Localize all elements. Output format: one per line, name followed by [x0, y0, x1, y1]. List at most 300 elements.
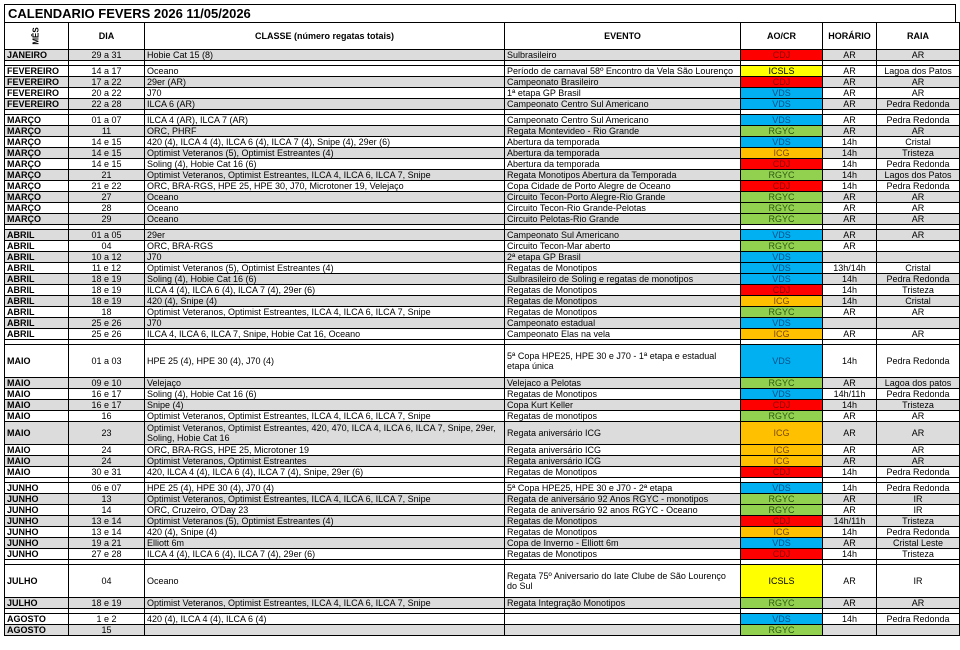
time-cell[interactable]: 14h	[823, 181, 877, 192]
event-cell[interactable]	[505, 625, 741, 636]
class-cell[interactable]: Optimist Veteranos (5), Optimist Estreantes (4)	[145, 148, 505, 159]
ao-cell[interactable]: RGYC	[741, 505, 823, 516]
day-cell[interactable]: 27	[69, 192, 145, 203]
time-cell[interactable]: AR	[823, 329, 877, 340]
ao-cell[interactable]: ICG	[741, 445, 823, 456]
month-cell[interactable]: ABRIL	[5, 263, 69, 274]
class-cell[interactable]: Optimist Veteranos (5), Optimist Estreantes (4)	[145, 516, 505, 527]
event-cell[interactable]: Copa de Inverno - Elliott 6m	[505, 538, 741, 549]
event-cell[interactable]: Campeonato Elas na vela	[505, 329, 741, 340]
month-cell[interactable]: MARÇO	[5, 203, 69, 214]
day-cell[interactable]: 13	[69, 494, 145, 505]
time-cell[interactable]: 14h	[823, 614, 877, 625]
class-cell[interactable]: J70	[145, 252, 505, 263]
course-cell[interactable]: Pedra Redonda	[877, 483, 960, 494]
month-cell[interactable]: JUNHO	[5, 527, 69, 538]
day-cell[interactable]: 16 e 17	[69, 389, 145, 400]
month-cell[interactable]: JULHO	[5, 598, 69, 609]
course-cell[interactable]: Cristal Leste	[877, 538, 960, 549]
time-cell[interactable]: AR	[823, 307, 877, 318]
ao-cell[interactable]: RGYC	[741, 126, 823, 137]
month-cell[interactable]: JUNHO	[5, 494, 69, 505]
time-cell[interactable]: AR	[823, 66, 877, 77]
day-cell[interactable]: 16	[69, 411, 145, 422]
ao-cell[interactable]: RGYC	[741, 411, 823, 422]
day-cell[interactable]: 19 a 21	[69, 538, 145, 549]
month-cell[interactable]: JUNHO	[5, 516, 69, 527]
day-cell[interactable]: 18 e 19	[69, 285, 145, 296]
event-cell[interactable]: Copa Kurt Keller	[505, 400, 741, 411]
time-cell[interactable]: AR	[823, 203, 877, 214]
event-cell[interactable]: Abertura da temporada	[505, 159, 741, 170]
day-cell[interactable]: 18 e 19	[69, 598, 145, 609]
course-cell[interactable]	[877, 318, 960, 329]
day-cell[interactable]: 13 e 14	[69, 516, 145, 527]
month-cell[interactable]: MARÇO	[5, 137, 69, 148]
course-cell[interactable]: AR	[877, 411, 960, 422]
month-cell[interactable]: MARÇO	[5, 192, 69, 203]
class-cell[interactable]: Elliott 6m	[145, 538, 505, 549]
month-cell[interactable]: JUNHO	[5, 538, 69, 549]
time-cell[interactable]: AR	[823, 505, 877, 516]
course-cell[interactable]: AR	[877, 445, 960, 456]
event-cell[interactable]: Regata Monotipos Abertura da Temporada	[505, 170, 741, 181]
time-cell[interactable]: 14h	[823, 285, 877, 296]
ao-cell[interactable]: VDS	[741, 483, 823, 494]
time-cell[interactable]: 14h	[823, 483, 877, 494]
event-cell[interactable]: Regatas de monotipos	[505, 411, 741, 422]
day-cell[interactable]: 24	[69, 456, 145, 467]
ao-cell[interactable]: RGYC	[741, 214, 823, 225]
time-cell[interactable]: AR	[823, 422, 877, 445]
class-cell[interactable]: ORC, BRA-RGS	[145, 241, 505, 252]
course-cell[interactable]: AR	[877, 192, 960, 203]
event-cell[interactable]: Abertura da temporada	[505, 137, 741, 148]
month-cell[interactable]: ABRIL	[5, 241, 69, 252]
event-cell[interactable]: Campeonato Sul Americano	[505, 230, 741, 241]
course-cell[interactable]: AR	[877, 456, 960, 467]
day-cell[interactable]: 04	[69, 565, 145, 598]
course-cell[interactable]: AR	[877, 88, 960, 99]
time-cell[interactable]: AR	[823, 88, 877, 99]
ao-cell[interactable]: CDJ	[741, 285, 823, 296]
class-cell[interactable]: J70	[145, 88, 505, 99]
event-cell[interactable]: Campeonato Brasileiro	[505, 77, 741, 88]
event-cell[interactable]: 1ª etapa GP Brasil	[505, 88, 741, 99]
ao-cell[interactable]: VDS	[741, 538, 823, 549]
class-cell[interactable]: Optimist Veteranos, Optimist Estreantes, ILCA 4, ILCA 6, ILCA 7, Snipe	[145, 411, 505, 422]
ao-cell[interactable]: ICG	[741, 148, 823, 159]
month-cell[interactable]: JANEIRO	[5, 50, 69, 61]
month-cell[interactable]: MARÇO	[5, 159, 69, 170]
class-cell[interactable]: 420, ILCA 4 (4), ILCA 6 (4), ILCA 7 (4), Snipe, 29er (6)	[145, 467, 505, 478]
event-cell[interactable]: Campeonato estadual	[505, 318, 741, 329]
time-cell[interactable]: 14h	[823, 527, 877, 538]
time-cell[interactable]: 14h	[823, 170, 877, 181]
class-cell[interactable]: Velejaço	[145, 378, 505, 389]
month-cell[interactable]: MARÇO	[5, 148, 69, 159]
day-cell[interactable]: 28	[69, 203, 145, 214]
month-cell[interactable]: ABRIL	[5, 252, 69, 263]
class-cell[interactable]: ILCA 6 (AR)	[145, 99, 505, 110]
event-cell[interactable]: Regata Montevideo - Rio Grande	[505, 126, 741, 137]
ao-cell[interactable]: ICG	[741, 456, 823, 467]
day-cell[interactable]: 11	[69, 126, 145, 137]
course-cell[interactable]: Lagos dos Patos	[877, 170, 960, 181]
day-cell[interactable]: 10 a 12	[69, 252, 145, 263]
class-cell[interactable]: Soling (4), Hobie Cat 16 (6)	[145, 159, 505, 170]
class-cell[interactable]: Oceano	[145, 192, 505, 203]
class-cell[interactable]: Optimist Veteranos, Optimist Estreantes, ILCA 4, ILCA 6, ILCA 7, Snipe	[145, 494, 505, 505]
class-cell[interactable]: Oceano	[145, 66, 505, 77]
course-cell[interactable]: Tristeza	[877, 148, 960, 159]
course-cell[interactable]: Tristeza	[877, 549, 960, 560]
course-cell[interactable]: AR	[877, 203, 960, 214]
day-cell[interactable]: 14 e 15	[69, 159, 145, 170]
course-cell[interactable]	[877, 241, 960, 252]
ao-cell[interactable]: ICSLS	[741, 565, 823, 598]
class-cell[interactable]: ILCA 4 (4), ILCA 6 (4), ILCA 7 (4), 29er (6)	[145, 549, 505, 560]
class-cell[interactable]: Soling (4), Hobie Cat 16 (6)	[145, 389, 505, 400]
course-cell[interactable]: Pedra Redonda	[877, 527, 960, 538]
month-cell[interactable]: MARÇO	[5, 115, 69, 126]
event-cell[interactable]: Campeonato Centro Sul Americano	[505, 115, 741, 126]
time-cell[interactable]	[823, 252, 877, 263]
ao-cell[interactable]: VDS	[741, 345, 823, 378]
day-cell[interactable]: 1 e 2	[69, 614, 145, 625]
time-cell[interactable]: AR	[823, 565, 877, 598]
course-cell[interactable]: Tristeza	[877, 400, 960, 411]
ao-cell[interactable]: VDS	[741, 115, 823, 126]
class-cell[interactable]: Oceano	[145, 565, 505, 598]
time-cell[interactable]: 14h	[823, 159, 877, 170]
ao-cell[interactable]: VDS	[741, 389, 823, 400]
month-cell[interactable]: MAIO	[5, 445, 69, 456]
course-cell[interactable]: Pedra Redonda	[877, 614, 960, 625]
course-cell[interactable]: Pedra Redonda	[877, 159, 960, 170]
ao-cell[interactable]: ICG	[741, 527, 823, 538]
day-cell[interactable]: 13 e 14	[69, 527, 145, 538]
class-cell[interactable]: 420 (4), ILCA 4 (4), ILCA 6 (4)	[145, 614, 505, 625]
class-cell[interactable]: HPE 25 (4), HPE 30 (4), J70 (4)	[145, 483, 505, 494]
time-cell[interactable]: 14h	[823, 137, 877, 148]
time-cell[interactable]: 14h	[823, 148, 877, 159]
time-cell[interactable]: 14h	[823, 549, 877, 560]
day-cell[interactable]: 18	[69, 307, 145, 318]
course-cell[interactable]: Cristal	[877, 296, 960, 307]
course-cell[interactable]: AR	[877, 598, 960, 609]
event-cell[interactable]: 2ª etapa GP Brasil	[505, 252, 741, 263]
day-cell[interactable]: 27 e 28	[69, 549, 145, 560]
course-cell[interactable]: Pedra Redonda	[877, 389, 960, 400]
class-cell[interactable]: 420 (4), Snipe (4)	[145, 296, 505, 307]
course-cell[interactable]: Pedra Redonda	[877, 345, 960, 378]
ao-cell[interactable]: RGYC	[741, 625, 823, 636]
time-cell[interactable]: AR	[823, 192, 877, 203]
class-cell[interactable]: Snipe (4)	[145, 400, 505, 411]
event-cell[interactable]: Circuito Tecon-Porto Alegre-Rio Grande	[505, 192, 741, 203]
month-cell[interactable]: AGOSTO	[5, 614, 69, 625]
event-cell[interactable]: Regata de aniversário 92 anos RGYC - Oceano	[505, 505, 741, 516]
ao-cell[interactable]: CDJ	[741, 159, 823, 170]
class-cell[interactable]: ILCA 4 (AR), ILCA 7 (AR)	[145, 115, 505, 126]
time-cell[interactable]: AR	[823, 77, 877, 88]
day-cell[interactable]: 04	[69, 241, 145, 252]
ao-cell[interactable]: VDS	[741, 230, 823, 241]
course-cell[interactable]: AR	[877, 214, 960, 225]
time-cell[interactable]: AR	[823, 445, 877, 456]
event-cell[interactable]: Copa Cidade de Porto Alegre de Oceano	[505, 181, 741, 192]
event-cell[interactable]: Sulbrasileiro	[505, 50, 741, 61]
time-cell[interactable]: 14h	[823, 345, 877, 378]
ao-cell[interactable]: CDJ	[741, 467, 823, 478]
time-cell[interactable]: AR	[823, 378, 877, 389]
course-cell[interactable]: AR	[877, 126, 960, 137]
day-cell[interactable]: 01 a 03	[69, 345, 145, 378]
day-cell[interactable]: 23	[69, 422, 145, 445]
day-cell[interactable]: 15	[69, 625, 145, 636]
class-cell[interactable]: 29er	[145, 230, 505, 241]
class-cell[interactable]: 420 (4), Snipe (4)	[145, 527, 505, 538]
event-cell[interactable]: 5ª Copa HPE25, HPE 30 e J70 - 2ª etapa	[505, 483, 741, 494]
month-cell[interactable]: MAIO	[5, 422, 69, 445]
ao-cell[interactable]: CDJ	[741, 516, 823, 527]
event-cell[interactable]: Velejaco a Pelotas	[505, 378, 741, 389]
course-cell[interactable]	[877, 625, 960, 636]
course-cell[interactable]: AR	[877, 329, 960, 340]
day-cell[interactable]: 18 e 19	[69, 274, 145, 285]
event-cell[interactable]: Sulbrasileiro de Soling e regatas de monotipos	[505, 274, 741, 285]
day-cell[interactable]: 06 e 07	[69, 483, 145, 494]
ao-cell[interactable]: VDS	[741, 137, 823, 148]
class-cell[interactable]: ILCA 4 (4), ILCA 6 (4), ILCA 7 (4), 29er (6)	[145, 285, 505, 296]
ao-cell[interactable]: RGYC	[741, 241, 823, 252]
class-cell[interactable]	[145, 625, 505, 636]
ao-cell[interactable]: VDS	[741, 99, 823, 110]
class-cell[interactable]: ORC, PHRF	[145, 126, 505, 137]
event-cell[interactable]: Regatas de Monotipos	[505, 467, 741, 478]
month-cell[interactable]: JUNHO	[5, 505, 69, 516]
ao-cell[interactable]: ICSLS	[741, 66, 823, 77]
ao-cell[interactable]: CDJ	[741, 400, 823, 411]
day-cell[interactable]: 11 e 12	[69, 263, 145, 274]
class-cell[interactable]: 29er (AR)	[145, 77, 505, 88]
month-cell[interactable]: MARÇO	[5, 214, 69, 225]
class-cell[interactable]: ILCA 4, ILCA 6, ILCA 7, Snipe, Hobie Cat 16, Oceano	[145, 329, 505, 340]
month-cell[interactable]: ABRIL	[5, 329, 69, 340]
event-cell[interactable]: Regata aniversário ICG	[505, 422, 741, 445]
course-cell[interactable]: Tristeza	[877, 516, 960, 527]
month-cell[interactable]: MAIO	[5, 400, 69, 411]
time-cell[interactable]: AR	[823, 115, 877, 126]
month-cell[interactable]: MARÇO	[5, 181, 69, 192]
day-cell[interactable]: 22 a 28	[69, 99, 145, 110]
month-cell[interactable]: ABRIL	[5, 274, 69, 285]
class-cell[interactable]: Optimist Veteranos, Optimist Estreantes	[145, 456, 505, 467]
time-cell[interactable]	[823, 625, 877, 636]
day-cell[interactable]: 21	[69, 170, 145, 181]
time-cell[interactable]: 14h	[823, 274, 877, 285]
day-cell[interactable]: 09 e 10	[69, 378, 145, 389]
class-cell[interactable]: Optimist Veteranos, Optimist Estreantes, ILCA 4, ILCA 6, ILCA 7, Snipe	[145, 307, 505, 318]
class-cell[interactable]: Optimist Veteranos (5), Optimist Estreantes (4)	[145, 263, 505, 274]
class-cell[interactable]: HPE 25 (4), HPE 30 (4), J70 (4)	[145, 345, 505, 378]
day-cell[interactable]: 20 a 22	[69, 88, 145, 99]
time-cell[interactable]: AR	[823, 538, 877, 549]
ao-cell[interactable]: VDS	[741, 252, 823, 263]
ao-cell[interactable]: CDJ	[741, 549, 823, 560]
time-cell[interactable]: 14h	[823, 400, 877, 411]
month-cell[interactable]: ABRIL	[5, 307, 69, 318]
month-cell[interactable]: ABRIL	[5, 230, 69, 241]
course-cell[interactable]: Lagoa dos patos	[877, 378, 960, 389]
day-cell[interactable]: 01 a 07	[69, 115, 145, 126]
ao-cell[interactable]: CDJ	[741, 181, 823, 192]
class-cell[interactable]: Soling (4), Hobie Cat 16 (6)	[145, 274, 505, 285]
time-cell[interactable]: AR	[823, 126, 877, 137]
month-cell[interactable]: JUNHO	[5, 549, 69, 560]
class-cell[interactable]: 420 (4), ILCA 4 (4), ILCA 6 (4), ILCA 7 (4), Snipe (4), 29er (6)	[145, 137, 505, 148]
ao-cell[interactable]: RGYC	[741, 598, 823, 609]
event-cell[interactable]: Regatas de Monotipos	[505, 389, 741, 400]
day-cell[interactable]: 25 e 26	[69, 318, 145, 329]
event-cell[interactable]: Regata Integração Monotipos	[505, 598, 741, 609]
day-cell[interactable]: 29 a 31	[69, 50, 145, 61]
month-cell[interactable]: ABRIL	[5, 296, 69, 307]
ao-cell[interactable]: CDJ	[741, 50, 823, 61]
ao-cell[interactable]: ICG	[741, 422, 823, 445]
class-cell[interactable]: J70	[145, 318, 505, 329]
event-cell[interactable]: Regatas de Monotipos	[505, 307, 741, 318]
day-cell[interactable]: 29	[69, 214, 145, 225]
course-cell[interactable]: IR	[877, 565, 960, 598]
time-cell[interactable]: AR	[823, 230, 877, 241]
month-cell[interactable]: AGOSTO	[5, 625, 69, 636]
course-cell[interactable]: Pedra Redonda	[877, 99, 960, 110]
ao-cell[interactable]: RGYC	[741, 170, 823, 181]
ao-cell[interactable]: VDS	[741, 614, 823, 625]
class-cell[interactable]: Optimist Veteranos, Optimist Estreantes, ILCA 4, ILCA 6, ILCA 7, Snipe	[145, 170, 505, 181]
class-cell[interactable]: Hobie Cat 15 (8)	[145, 50, 505, 61]
month-cell[interactable]: ABRIL	[5, 318, 69, 329]
month-cell[interactable]: FEVEREIRO	[5, 66, 69, 77]
time-cell[interactable]: AR	[823, 494, 877, 505]
event-cell[interactable]: Regata 75º Aniversario do Iate Clube de São Lourenço do Sul	[505, 565, 741, 598]
event-cell[interactable]: Abertura da temporada	[505, 148, 741, 159]
event-cell[interactable]: Regatas de Monotipos	[505, 285, 741, 296]
ao-cell[interactable]: VDS	[741, 88, 823, 99]
day-cell[interactable]: 24	[69, 445, 145, 456]
month-cell[interactable]: MAIO	[5, 389, 69, 400]
course-cell[interactable]: AR	[877, 77, 960, 88]
day-cell[interactable]: 17 a 22	[69, 77, 145, 88]
ao-cell[interactable]: VDS	[741, 274, 823, 285]
month-cell[interactable]: JULHO	[5, 565, 69, 598]
time-cell[interactable]: 13h/14h	[823, 263, 877, 274]
course-cell[interactable]: AR	[877, 230, 960, 241]
time-cell[interactable]: AR	[823, 99, 877, 110]
month-cell[interactable]: MAIO	[5, 345, 69, 378]
month-cell[interactable]: MAIO	[5, 411, 69, 422]
ao-cell[interactable]: VDS	[741, 318, 823, 329]
event-cell[interactable]: Regatas de Monotipos	[505, 263, 741, 274]
month-cell[interactable]: FEVEREIRO	[5, 77, 69, 88]
event-cell[interactable]: Regata de aniversário 92 Anos RGYC - monotipos	[505, 494, 741, 505]
event-cell[interactable]: Circuito Tecon-Mar aberto	[505, 241, 741, 252]
event-cell[interactable]	[505, 614, 741, 625]
day-cell[interactable]: 01 a 05	[69, 230, 145, 241]
day-cell[interactable]: 21 e 22	[69, 181, 145, 192]
class-cell[interactable]: ORC, Cruzeiro, O'Day 23	[145, 505, 505, 516]
ao-cell[interactable]: CDJ	[741, 77, 823, 88]
time-cell[interactable]: AR	[823, 456, 877, 467]
course-cell[interactable]: Cristal	[877, 137, 960, 148]
ao-cell[interactable]: ICG	[741, 296, 823, 307]
time-cell[interactable]: 14h/11h	[823, 516, 877, 527]
event-cell[interactable]: Regatas de Monotipos	[505, 516, 741, 527]
event-cell[interactable]: Campeonato Centro Sul Americano	[505, 99, 741, 110]
class-cell[interactable]: Oceano	[145, 203, 505, 214]
time-cell[interactable]	[823, 318, 877, 329]
ao-cell[interactable]: RGYC	[741, 378, 823, 389]
time-cell[interactable]: AR	[823, 50, 877, 61]
time-cell[interactable]: 14h	[823, 296, 877, 307]
event-cell[interactable]: Regata aniversário ICG	[505, 445, 741, 456]
day-cell[interactable]: 25 e 26	[69, 329, 145, 340]
ao-cell[interactable]: VDS	[741, 263, 823, 274]
course-cell[interactable]: Pedra Redonda	[877, 274, 960, 285]
course-cell[interactable]: Lagoa dos Patos	[877, 66, 960, 77]
course-cell[interactable]: Pedra Redonda	[877, 181, 960, 192]
event-cell[interactable]: Regatas de Monotipos	[505, 296, 741, 307]
course-cell[interactable]: IR	[877, 494, 960, 505]
class-cell[interactable]: Oceano	[145, 214, 505, 225]
month-cell[interactable]: FEVEREIRO	[5, 88, 69, 99]
day-cell[interactable]: 30 e 31	[69, 467, 145, 478]
course-cell[interactable]: Tristeza	[877, 285, 960, 296]
month-cell[interactable]: FEVEREIRO	[5, 99, 69, 110]
day-cell[interactable]: 14 a 17	[69, 66, 145, 77]
event-cell[interactable]: Regatas de Monotipos	[505, 549, 741, 560]
month-cell[interactable]: MARÇO	[5, 126, 69, 137]
course-cell[interactable]: Pedra Redonda	[877, 115, 960, 126]
ao-cell[interactable]: RGYC	[741, 203, 823, 214]
day-cell[interactable]: 14 e 15	[69, 137, 145, 148]
event-cell[interactable]: Circuito Pelotas-Rio Grande	[505, 214, 741, 225]
ao-cell[interactable]: RGYC	[741, 307, 823, 318]
course-cell[interactable]: Pedra Redonda	[877, 467, 960, 478]
course-cell[interactable]: AR	[877, 307, 960, 318]
class-cell[interactable]: Optimist Veteranos, Optimist Estreantes, ILCA 4, ILCA 6, ILCA 7, Snipe	[145, 598, 505, 609]
month-cell[interactable]: ABRIL	[5, 285, 69, 296]
course-cell[interactable]: AR	[877, 422, 960, 445]
course-cell[interactable]: IR	[877, 505, 960, 516]
day-cell[interactable]: 14	[69, 505, 145, 516]
event-cell[interactable]: Circuito Tecon-Rio Grande-Pelotas	[505, 203, 741, 214]
class-cell[interactable]: ORC, BRA-RGS, HPE 25, HPE 30, J70, Microtoner 19, Velejaço	[145, 181, 505, 192]
ao-cell[interactable]: RGYC	[741, 192, 823, 203]
time-cell[interactable]: AR	[823, 411, 877, 422]
class-cell[interactable]: Optimist Veteranos, Optimist Estreantes, 420, 470, ILCA 4, ILCA 6, ILCA 7, Snipe, 29er, Soling, Hobie Cat 16	[145, 422, 505, 445]
time-cell[interactable]: 14h/11h	[823, 389, 877, 400]
event-cell[interactable]: Regata aniversário ICG	[505, 456, 741, 467]
ao-cell[interactable]: ICG	[741, 329, 823, 340]
event-cell[interactable]: Regatas de Monotipos	[505, 527, 741, 538]
month-cell[interactable]: MAIO	[5, 467, 69, 478]
course-cell[interactable]: AR	[877, 50, 960, 61]
day-cell[interactable]: 18 e 19	[69, 296, 145, 307]
class-cell[interactable]: ORC, BRA-RGS, HPE 25, Microtoner 19	[145, 445, 505, 456]
